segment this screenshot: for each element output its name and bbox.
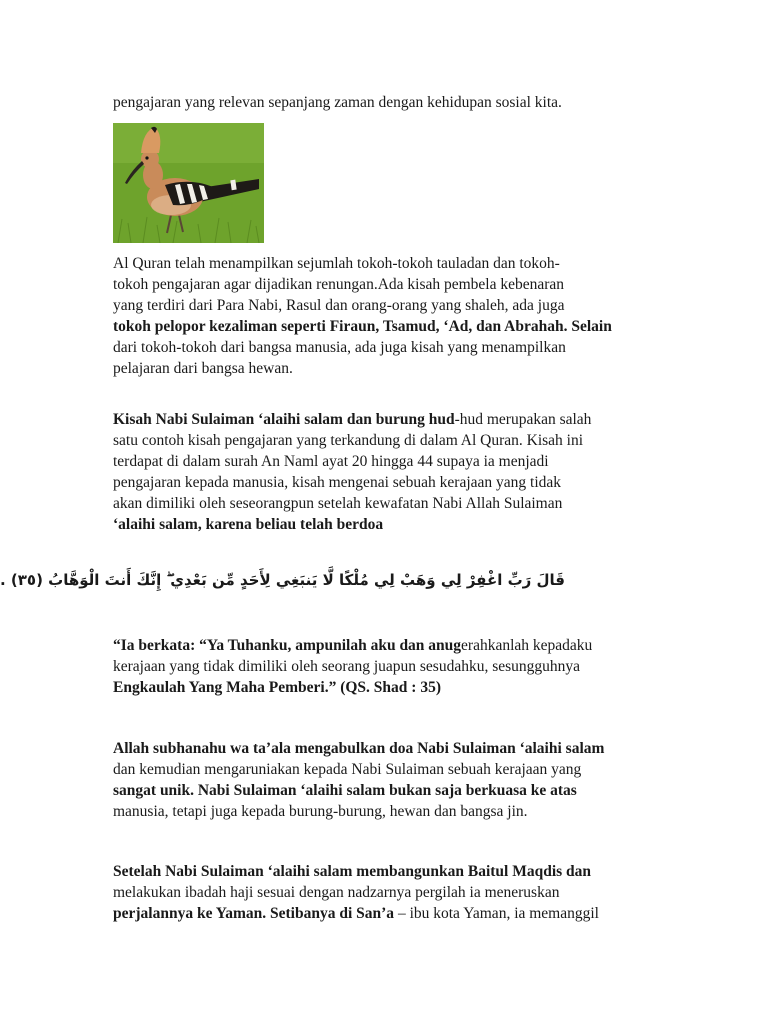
paragraph-2-line-1 (113, 409, 591, 430)
paragraph-3-line-3 (113, 677, 441, 698)
paragraph-5-line-2: melakukan ibadah haji sesuai dengan nadzarnya pergilah ia meneruskan (113, 884, 560, 901)
paragraph-3-line-1 (113, 635, 592, 656)
paragraph-4-line-3: sangat unik. Nabi Sulaiman ‘alaihi salam bukan saja berkuasa ke atas (113, 782, 577, 799)
paragraph-2-line-2: satu contoh kisah pengajaran yang terkandung di dalam Al Quran. Kisah ini (113, 432, 584, 449)
paragraph-2-line-3: terdapat di dalam surah An Naml ayat 20 hingga 44 supaya ia menjadi (113, 453, 549, 470)
paragraph-1-line-6: pelajaran dari bangsa hewan. (113, 360, 293, 377)
paragraph-5-line-1: Setelah Nabi Sulaiman ‘alaihi salam membangunkan Baitul Maqdis dan (113, 863, 592, 880)
paragraph-3-citation: .” (QS. Shad : 35) (324, 679, 441, 696)
arabic-verse: قَالَ رَبِّ اغْفِرْ لِي وَهَبْ لِي مُلْكًا لَّا يَنبَغِي لِأَحَدٍ مِّن بَعْدِي ۖ إِنَّكَ أَنتَ الْوَهَّابُ (٣٥) . (0, 571, 565, 589)
paragraph-3-bold-phrase: Engkaulah Yang Maha Pemberi (113, 679, 325, 696)
paragraph-3-bold-lead: “Ia berkata: “Ya Tuhanku, ampunilah aku dan anug (113, 637, 462, 654)
paragraph-5-line-3 (113, 903, 599, 924)
paragraph-5-bold-lead: perjalannya ke Yaman. Setibanya di San’a (113, 905, 395, 922)
intro-line: pengajaran yang relevan sepanjang zaman dengan kehidupan sosial kita. (113, 94, 562, 111)
paragraph-2-line-6: ‘alaihi salam, karena beliau telah berdoa (113, 516, 384, 533)
paragraph-4-line-2: dan kemudian mengaruniakan kepada Nabi Sulaiman sebuah kerajaan yang (113, 761, 582, 778)
paragraph-3-line-2: kerajaan yang tidak dimiliki oleh seorang juapun sesudahku, sesungguhnya (113, 658, 581, 675)
paragraph-1-line-5: dari tokoh-tokoh dari bangsa manusia, ada juga kisah yang menampilkan (113, 339, 566, 356)
paragraph-2-line-5: akan dimiliki oleh seseorangpun setelah kewafatan Nabi Allah Sulaiman (113, 495, 563, 512)
paragraph-2-line-1-rest: -hud merupakan salah (454, 411, 592, 428)
paragraph-1-line-4: tokoh pelopor kezaliman seperti Firaun, Tsamud, ‘Ad, dan Abrahah. Selain (113, 318, 612, 335)
paragraph-1-line-2: tokoh pengajaran agar dijadikan renungan.Ada kisah pembela kebenaran (113, 276, 565, 293)
hoopoe-bird-image (113, 123, 264, 243)
paragraph-1-line-3: yang terdiri dari Para Nabi, Rasul dan orang-orang yang shaleh, ada juga (113, 297, 565, 314)
paragraph-2-line-4: pengajaran kepada manusia, kisah mengenai sebuah kerajaan yang tidak (113, 474, 562, 491)
paragraph-3-line-1-rest: erahkanlah kepadaku (461, 637, 593, 654)
paragraph-2-bold-lead: Kisah Nabi Sulaiman ‘alaihi salam dan burung hud (113, 411, 455, 428)
hoopoe-illustration (113, 123, 264, 243)
paragraph-1-line-1: Al Quran telah menampilkan sejumlah tokoh-tokoh tauladan dan tokoh- (113, 255, 560, 272)
paragraph-5-line-3-rest: – ibu kota Yaman, ia memanggil (394, 905, 599, 922)
paragraph-4-line-4: manusia, tetapi juga kepada burung-burung, hewan dan bangsa jin. (113, 803, 528, 820)
paragraph-4-line-1: Allah subhanahu wa ta’ala mengabulkan doa Nabi Sulaiman ‘alaihi salam (113, 740, 605, 757)
